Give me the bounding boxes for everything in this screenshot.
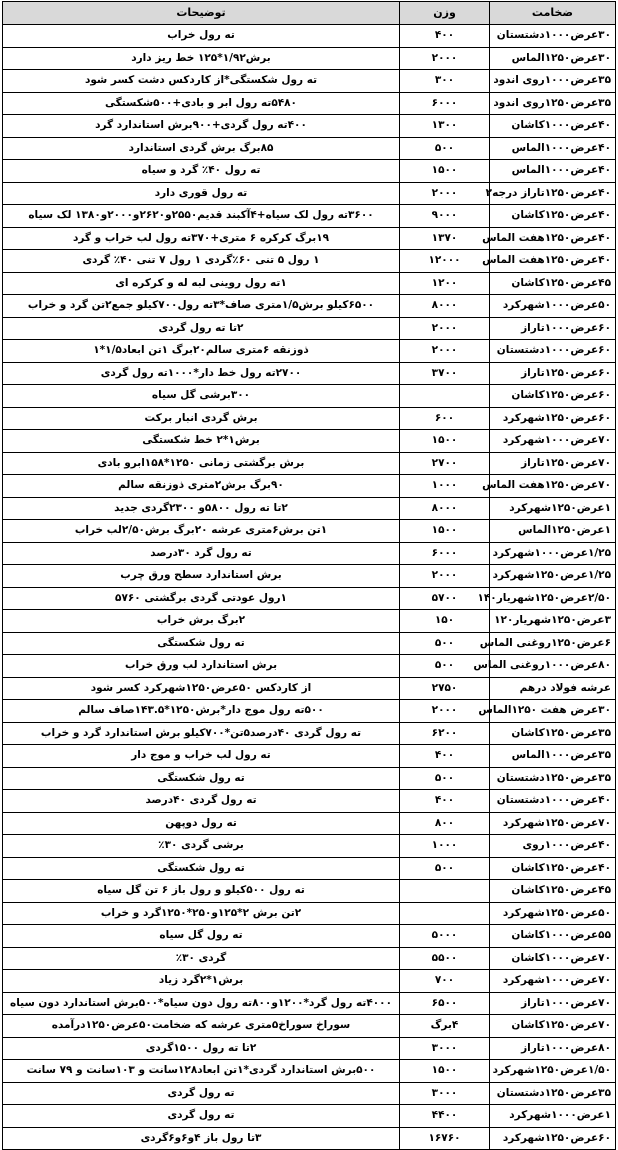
table-row xyxy=(3,1105,616,1128)
cell-size: ۱/۲۵عرض۱۲۵۰شهرکرد xyxy=(490,565,616,588)
cell-description: ته رول شکستگی xyxy=(3,857,400,880)
cell-description: ۵۰۰ته رول موج دار*برش۱۲۵۰*۱۴۳.۵صاف سالم xyxy=(3,700,400,723)
cell-weight: ۴برگ xyxy=(400,1015,490,1038)
cell-size: ۱عرض۱۲۵۰شهرکرد xyxy=(490,497,616,520)
cell-description: ته رول شکستگی*از کاردکس دشت کسر شود xyxy=(3,70,400,93)
cell-size: ۴۰عرض۱۲۵۰کاشان xyxy=(490,857,616,880)
cell-description: ۲تا ته رول ۵۸۰۰و ۲۳۰۰گردی جدید xyxy=(3,497,400,520)
table-row xyxy=(3,1127,616,1150)
cell-description: ته رول شکستگی xyxy=(3,632,400,655)
cell-size: ۶۰عرض۱۰۰۰دشتستان xyxy=(490,340,616,363)
cell-description: ته رول گردی ۴۰درصد xyxy=(3,790,400,813)
cell-weight: ۲۷۰۰ xyxy=(400,452,490,475)
header-row xyxy=(3,2,616,25)
cell-description: ۳۰۰برشی گل سیاه xyxy=(3,385,400,408)
cell-description: ۵۰۰برش استاندارد گردی*۱تن ابعاد۱۲۸سانت و ۱۰۳سانت و ۷۹ سانت xyxy=(3,1060,400,1083)
inventory-sheet xyxy=(2,1,615,1150)
cell-size: ۶۰عرض۱۲۵۰شهرکرد xyxy=(490,407,616,430)
cell-description: ته رول گردی ۴۰درصد۵تن*۷۰۰کیلو برش استاندارد گرد و خراب xyxy=(3,722,400,745)
cell-size: ۶۰عرض۱۲۵۰شهرکرد xyxy=(490,1127,616,1150)
cell-description: ۲تا ته رول ۱۵۰۰گردی xyxy=(3,1037,400,1060)
cell-weight: ۱۲۰۰ xyxy=(400,272,490,295)
cell-description: از کاردکس ۵۰عرض۱۲۵۰شهرکرد کسر شود xyxy=(3,677,400,700)
cell-weight: ۸۰۰ xyxy=(400,812,490,835)
table-row xyxy=(3,835,616,858)
table-row xyxy=(3,317,616,340)
table-row xyxy=(3,992,616,1015)
table-row xyxy=(3,272,616,295)
cell-weight: ۲۰۰۰ xyxy=(400,565,490,588)
cell-description: سوراخ سوراخ۵متری عرشه که ضخامت۵۰عرض۱۲۵۰درآمده xyxy=(3,1015,400,1038)
table-row xyxy=(3,677,616,700)
cell-size: ۴۰عرض۱۰۰۰دشتستان xyxy=(490,790,616,813)
table-row xyxy=(3,587,616,610)
cell-size: ۷۰عرض۱۲۵۰تاراز xyxy=(490,452,616,475)
header-description: توضیحات xyxy=(3,2,400,25)
cell-description: ۸۵برگ برش گردی استاندارد xyxy=(3,137,400,160)
table-row xyxy=(3,520,616,543)
cell-description: ۱ رول ۵ تنی ۶۰٪گردی ۱ رول ۷ تنی ۴۰٪ گردی xyxy=(3,250,400,273)
cell-weight: ۳۷۰۰ xyxy=(400,362,490,385)
cell-weight: ۵۰۰ xyxy=(400,857,490,880)
table-row xyxy=(3,655,616,678)
cell-weight: ۵۰۰ xyxy=(400,655,490,678)
cell-weight: ۸۰۰۰ xyxy=(400,497,490,520)
table-row xyxy=(3,812,616,835)
table-row xyxy=(3,452,616,475)
table-row xyxy=(3,925,616,948)
cell-size: ۵۰عرض۱۰۰۰شهرکرد xyxy=(490,295,616,318)
cell-weight: ۶۰۰ xyxy=(400,407,490,430)
cell-description: برش۱*۲گرد زیاد xyxy=(3,970,400,993)
table-row xyxy=(3,160,616,183)
cell-description: ته رول گرد ۳۰درصد xyxy=(3,542,400,565)
cell-weight: ۵۷۰۰ xyxy=(400,587,490,610)
cell-weight: ۵۵۰۰ xyxy=(400,947,490,970)
cell-description: ۱ته رول روینی لبه له و کرکره ای xyxy=(3,272,400,295)
cell-weight: ۹۰۰۰ xyxy=(400,205,490,228)
cell-size: ۳۵عرض۱۲۵۰دشتستان xyxy=(490,767,616,790)
table-row xyxy=(3,970,616,993)
cell-description: ته رول گردی xyxy=(3,1082,400,1105)
cell-weight: ۲۰۰۰ xyxy=(400,700,490,723)
cell-weight: ۸۰۰۰ xyxy=(400,295,490,318)
cell-weight xyxy=(400,385,490,408)
cell-description: گردی ۳۰٪ xyxy=(3,947,400,970)
cell-description: برش برگشتی زمانی ۱۲۵۰*۱۵۸ابرو بادی xyxy=(3,452,400,475)
cell-size: ۳۰عرض۱۲۵۰الماس xyxy=(490,47,616,70)
cell-size: ۳۰عرض۱۰۰۰دشتستان xyxy=(490,25,616,48)
cell-size: ۲/۵۰عرض۱۲۵۰شهریار۱۴۰ xyxy=(490,587,616,610)
cell-weight: ۳۰۰۰ xyxy=(400,1037,490,1060)
cell-description: ۴۰۰۰ته رول گرد*۱۲۰۰و۸۰۰ته رول دون سیاه*۵۰۰برش استاندارد دون سیاه xyxy=(3,992,400,1015)
cell-size: ۸۰عرض۱۰۰۰روغنی الماس xyxy=(490,655,616,678)
cell-size: ۳۰عرض هفت ۱۲۵۰الماس xyxy=(490,700,616,723)
cell-weight: ۲۷۵۰ xyxy=(400,677,490,700)
cell-size: ۵۵عرض۱۰۰۰کاشان xyxy=(490,925,616,948)
table-row xyxy=(3,340,616,363)
cell-description: ۳تا رول باز ۴و۶و۶گردی xyxy=(3,1127,400,1150)
cell-description: ۴۰۰ته رول گردی+۹۰۰برش استاندارد گرد xyxy=(3,115,400,138)
cell-description: ۱۹برگ کرکره ۶ متری+۳۷۰ته رول لب خراب و گرد xyxy=(3,227,400,250)
cell-weight: ۲۰۰۰ xyxy=(400,340,490,363)
table-row xyxy=(3,430,616,453)
cell-size: ۷۰عرض۱۲۵۰کاشان xyxy=(490,1015,616,1038)
header-size: ضخامت xyxy=(490,2,616,25)
cell-description: برش۱*۲ خط شکستگی xyxy=(3,430,400,453)
cell-weight: ۶۰۰۰ xyxy=(400,542,490,565)
cell-description: ته رول دوپهن xyxy=(3,812,400,835)
cell-weight xyxy=(400,880,490,903)
table-row xyxy=(3,407,616,430)
cell-size: ۳۵عرض۱۰۰۰الماس xyxy=(490,745,616,768)
cell-description: برش گردی انبار برکت xyxy=(3,407,400,430)
cell-description: برش استاندارد سطح ورق چرب xyxy=(3,565,400,588)
table-row xyxy=(3,880,616,903)
cell-size: ۴۰عرض۱۰۰۰الماس xyxy=(490,137,616,160)
cell-description: ۲۷۰۰ته رول خط دار*۱۰۰۰ته رول گردی xyxy=(3,362,400,385)
cell-description: ته رول لب خراب و موج دار xyxy=(3,745,400,768)
cell-size: ۳عرض۱۲۵۰شهریار۱۲۰ xyxy=(490,610,616,633)
cell-weight: ۵۰۰۰ xyxy=(400,925,490,948)
table-row xyxy=(3,565,616,588)
cell-weight: ۱۵۰۰ xyxy=(400,430,490,453)
cell-description: برش۱/۹۲*۱۲۵ خط ریز دارد xyxy=(3,47,400,70)
cell-description: ۱تن برش۶متری عرشه ۲۰برگ برش۲/۵۰لب خراب xyxy=(3,520,400,543)
cell-description: برش استاندارد لب ورق خراب xyxy=(3,655,400,678)
table-row xyxy=(3,497,616,520)
table-row xyxy=(3,92,616,115)
cell-size: ۴۰عرض۱۰۰۰روی xyxy=(490,835,616,858)
cell-size: ۶۰عرض۱۰۰۰تاراز xyxy=(490,317,616,340)
cell-weight: ۲۰۰۰ xyxy=(400,47,490,70)
cell-description: ذوزنقه ۶متری سالم۲۰برگ ۱تن ابعاد۱/۵*۱ xyxy=(3,340,400,363)
cell-size: ۴۰عرض۱۰۰۰کاشان xyxy=(490,115,616,138)
table-row xyxy=(3,25,616,48)
cell-size: ۱عرض۱۰۰۰شهرکرد xyxy=(490,1105,616,1128)
cell-size: ۶عرض۱۲۵۰روغنی الماس xyxy=(490,632,616,655)
table-row xyxy=(3,610,616,633)
table-row xyxy=(3,1037,616,1060)
table-row xyxy=(3,295,616,318)
cell-weight: ۳۰۰۰ xyxy=(400,1082,490,1105)
cell-description: ۳۶۰۰ته رول لک سیاه+۴آکبند قدیم۲۵۵۰و۲۶۲۰و۲۰۰۰و۱۳۸۰ لک سیاه xyxy=(3,205,400,228)
table-body xyxy=(3,25,616,1150)
table-row xyxy=(3,137,616,160)
cell-size: عرشه فولاد درهم xyxy=(490,677,616,700)
cell-weight: ۴۰۰ xyxy=(400,745,490,768)
table-row xyxy=(3,362,616,385)
inventory-table xyxy=(2,1,616,1150)
table-row xyxy=(3,700,616,723)
table-row xyxy=(3,722,616,745)
cell-weight: ۱۶۷۶۰ xyxy=(400,1127,490,1150)
cell-description: ۲تن برش ۲*۱۲۵و۲۵۰*۱۲۵۰گرد و خراب xyxy=(3,902,400,925)
cell-description: ته رول ۴۰٪ گرد و سیاه xyxy=(3,160,400,183)
cell-weight: ۶۵۰۰ xyxy=(400,992,490,1015)
cell-size: ۴۰عرض۱۲۵۰هفت الماس xyxy=(490,250,616,273)
cell-description: ته رول گردی xyxy=(3,1105,400,1128)
cell-weight: ۱۵۰۰ xyxy=(400,160,490,183)
cell-weight: ۵۰۰ xyxy=(400,632,490,655)
cell-size: ۸۰عرض۱۰۰۰تاراز xyxy=(490,1037,616,1060)
table-row xyxy=(3,182,616,205)
table-row xyxy=(3,205,616,228)
cell-weight: ۴۴۰۰ xyxy=(400,1105,490,1128)
cell-weight: ۱۰۰۰ xyxy=(400,475,490,498)
cell-weight: ۱۲۰۰۰ xyxy=(400,250,490,273)
header-weight: وزن xyxy=(400,2,490,25)
cell-size: ۱عرض۱۲۵۰الماس xyxy=(490,520,616,543)
cell-size: ۴۰عرض۱۲۵۰تاراز درجه۲ xyxy=(490,182,616,205)
cell-weight: ۱۵۰۰ xyxy=(400,1060,490,1083)
cell-size: ۴۰عرض۱۲۵۰هفت الماس xyxy=(490,227,616,250)
table-row xyxy=(3,115,616,138)
cell-weight: ۱۵۰ xyxy=(400,610,490,633)
cell-size: ۴۰عرض۱۲۵۰کاشان xyxy=(490,205,616,228)
table-row xyxy=(3,902,616,925)
cell-size: ۴۵عرض۱۲۵۰کاشان xyxy=(490,272,616,295)
cell-weight: ۶۲۰۰ xyxy=(400,722,490,745)
cell-weight: ۵۰۰ xyxy=(400,767,490,790)
cell-weight: ۱۵۰۰ xyxy=(400,520,490,543)
table-row xyxy=(3,542,616,565)
cell-weight: ۱۰۰۰ xyxy=(400,835,490,858)
cell-description: ۹۰برگ برش۲متری ذوزنقه سالم xyxy=(3,475,400,498)
cell-size: ۱/۲۵عرض۱۰۰۰شهرکرد xyxy=(490,542,616,565)
cell-description: ۵۴۸۰ته رول ابر و بادی+۵۰۰شکستگی xyxy=(3,92,400,115)
cell-size: ۷۰عرض۱۲۵۰هفت الماس xyxy=(490,475,616,498)
cell-weight: ۱۳۷۰ xyxy=(400,227,490,250)
cell-description: برشی گردی ۳۰٪ xyxy=(3,835,400,858)
cell-description: ۲برگ برش خراب xyxy=(3,610,400,633)
cell-size: ۷۰عرض۱۰۰۰کاشان xyxy=(490,947,616,970)
cell-weight xyxy=(400,902,490,925)
table-row xyxy=(3,475,616,498)
table-row xyxy=(3,1082,616,1105)
cell-description: ۱رول عودتی گردی برگشتی ۵۷۶۰ xyxy=(3,587,400,610)
table-row xyxy=(3,227,616,250)
cell-size: ۳۵عرض۱۲۵۰کاشان xyxy=(490,722,616,745)
cell-description: ته رول گل سیاه xyxy=(3,925,400,948)
cell-size: ۶۰عرض۱۲۵۰تاراز xyxy=(490,362,616,385)
cell-weight: ۴۰۰ xyxy=(400,790,490,813)
table-row xyxy=(3,1060,616,1083)
cell-size: ۷۰عرض۱۰۰۰تاراز xyxy=(490,992,616,1015)
cell-description: ته رول خراب xyxy=(3,25,400,48)
cell-weight: ۳۰۰ xyxy=(400,70,490,93)
cell-weight: ۷۰۰ xyxy=(400,970,490,993)
cell-weight: ۵۰۰ xyxy=(400,137,490,160)
table-row xyxy=(3,70,616,93)
cell-description: ته رول ۵۰۰کیلو و رول باز ۶ تن گل سیاه xyxy=(3,880,400,903)
cell-size: ۳۵عرض۱۲۵۰دشتستان xyxy=(490,1082,616,1105)
table-row xyxy=(3,767,616,790)
cell-description: ۶۵۰۰کیلو برش۱/۵متری صاف*۳ته رول۷۰۰کیلو جمع۲تن گرد و خراب xyxy=(3,295,400,318)
table-row xyxy=(3,632,616,655)
cell-size: ۳۵عرض۱۰۰۰روی اندود xyxy=(490,70,616,93)
cell-weight: ۴۰۰ xyxy=(400,25,490,48)
table-row xyxy=(3,47,616,70)
table-row xyxy=(3,857,616,880)
cell-size: ۴۵عرض۱۲۵۰کاشان xyxy=(490,880,616,903)
table-row xyxy=(3,250,616,273)
cell-size: ۷۰عرض۱۰۰۰شهرکرد xyxy=(490,430,616,453)
cell-size: ۷۰عرض۱۰۰۰شهرکرد xyxy=(490,970,616,993)
cell-weight: ۱۳۰۰ xyxy=(400,115,490,138)
cell-weight: ۶۰۰۰ xyxy=(400,92,490,115)
cell-size: ۱/۵۰عرض۱۲۵۰شهرکرد xyxy=(490,1060,616,1083)
table-row xyxy=(3,745,616,768)
table-row xyxy=(3,385,616,408)
cell-description: ۲تا ته رول گردی xyxy=(3,317,400,340)
cell-size: ۴۰عرض۱۰۰۰الماس xyxy=(490,160,616,183)
cell-weight: ۲۰۰۰ xyxy=(400,317,490,340)
cell-size: ۶۰عرض۱۲۵۰کاشان xyxy=(490,385,616,408)
cell-size: ۵۰عرض۱۲۵۰شهرکرد xyxy=(490,902,616,925)
cell-size: ۷۰عرض۱۲۵۰شهرکرد xyxy=(490,812,616,835)
table-row xyxy=(3,1015,616,1038)
cell-description: ته رول شکستگی xyxy=(3,767,400,790)
cell-size: ۳۵عرض۱۲۵۰روی اندود xyxy=(490,92,616,115)
table-row xyxy=(3,947,616,970)
cell-weight: ۲۰۰۰ xyxy=(400,182,490,205)
cell-description: ته رول قوری دارد xyxy=(3,182,400,205)
table-row xyxy=(3,790,616,813)
